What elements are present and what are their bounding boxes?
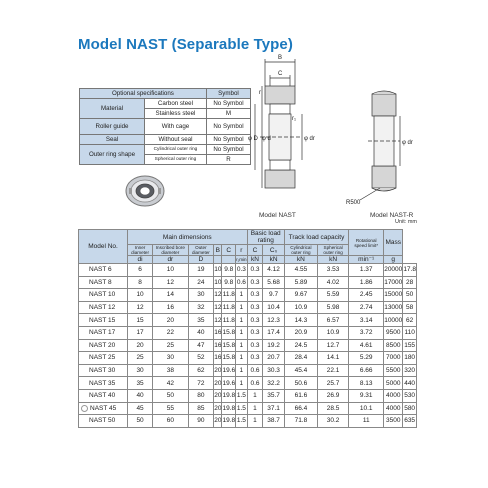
value-cell: 1 (236, 364, 247, 377)
value-cell: 8500 (384, 339, 403, 352)
table-row (79, 289, 417, 302)
value-cell: 2.74 (349, 301, 384, 314)
value-cell: 20 (214, 415, 222, 428)
value-cell: 20.9 (284, 326, 317, 339)
table-row (79, 301, 417, 314)
specs-spec: Spherical outer ring (145, 155, 207, 165)
label-ddr-r: φ dr (402, 140, 413, 146)
value-cell: 47 (188, 339, 214, 352)
label-dD: φ D (248, 136, 258, 142)
value-cell: 35.7 (263, 389, 284, 402)
value-cell: 15000 (384, 289, 403, 302)
model-cell: NAST 8 (79, 276, 128, 289)
value-cell: 22 (153, 326, 188, 339)
value-cell: 1 (247, 389, 263, 402)
col-B: B (215, 246, 220, 254)
value-cell: 8.13 (349, 377, 384, 390)
value-cell: 3500 (384, 415, 403, 428)
value-cell: 4.55 (284, 264, 317, 277)
value-cell: 10 (214, 264, 222, 277)
value-cell: 17 (128, 326, 153, 339)
value-cell: 0.3 (247, 339, 263, 352)
value-cell: 10.9 (284, 301, 317, 314)
value-cell: 30 (153, 352, 188, 365)
col-speed: Rotational speed limit* (349, 230, 384, 256)
value-cell: 50 (128, 415, 153, 428)
value-cell: 20 (128, 339, 153, 352)
col-model: Model No. (79, 230, 128, 264)
value-cell: 17.4 (263, 326, 284, 339)
value-cell: 0.6 (236, 276, 247, 289)
value-cell: 14.1 (318, 352, 349, 365)
value-cell: 50 (403, 289, 417, 302)
specs-symbol: No Symbol (206, 119, 250, 135)
model-cell: NAST 30 (79, 364, 128, 377)
specs-cat-roller: Roller guide (80, 119, 145, 135)
value-cell: 155 (403, 339, 417, 352)
col-main-dimensions: Main dimensions (128, 230, 248, 245)
value-cell: 0.6 (247, 377, 263, 390)
value-cell: 1 (236, 339, 247, 352)
value-cell: 5.59 (318, 289, 349, 302)
value-cell: 1.37 (349, 264, 384, 277)
value-cell: 1 (247, 415, 263, 428)
table-row (79, 364, 417, 377)
value-cell: 35 (128, 377, 153, 390)
value-cell: 20 (214, 402, 222, 415)
dimensions-table (78, 229, 417, 428)
value-cell: 38 (153, 364, 188, 377)
value-cell: 9.31 (349, 389, 384, 402)
table-row (79, 352, 417, 365)
circle-mark-icon (81, 405, 88, 412)
table-row (79, 415, 417, 428)
model-cell: NAST 25 (79, 352, 128, 365)
value-cell: 110 (403, 326, 417, 339)
value-cell: 0.3 (247, 289, 263, 302)
col-track-load: Track load capacity (284, 230, 348, 245)
model-cell: NAST 40 (79, 389, 128, 402)
value-cell: 180 (403, 352, 417, 365)
value-cell: 9.8 (222, 264, 236, 277)
value-cell: 4000 (384, 402, 403, 415)
col-C0: C₀ (263, 245, 284, 256)
specs-header-spec: Optional specifications (80, 89, 207, 99)
unit-dr: dr (153, 256, 188, 264)
value-cell: 16 (214, 339, 222, 352)
col-inner: Inner diameter (128, 245, 153, 256)
table-row (79, 264, 417, 277)
col-mass: Mass (384, 230, 403, 256)
value-cell: 5500 (384, 364, 403, 377)
col-C: C (222, 245, 236, 256)
value-cell: 72 (188, 377, 214, 390)
col-outer: Outer diameter (188, 245, 214, 256)
value-cell: 28 (403, 276, 417, 289)
value-cell: 11.8 (222, 301, 236, 314)
value-cell: 9.67 (284, 289, 317, 302)
value-cell: 55 (153, 402, 188, 415)
value-cell: 15.8 (222, 352, 236, 365)
value-cell: 20 (153, 314, 188, 327)
value-cell: 10000 (384, 314, 403, 327)
model-cell: NAST 12 (79, 301, 128, 314)
value-cell: 60 (153, 415, 188, 428)
value-cell: 40 (188, 326, 214, 339)
value-cell: 4.12 (263, 264, 284, 277)
label-B: B (278, 55, 283, 61)
value-cell: 42 (153, 377, 188, 390)
value-cell: 1.86 (349, 276, 384, 289)
value-cell: 30.3 (263, 364, 284, 377)
value-cell: 5000 (384, 377, 403, 390)
value-cell: 11.8 (222, 314, 236, 327)
value-cell: 80 (188, 389, 214, 402)
value-cell: 0.3 (247, 301, 263, 314)
dimensions-body (79, 264, 417, 428)
value-cell: 2.45 (349, 289, 384, 302)
value-cell: 1 (236, 289, 247, 302)
value-cell: 1.5 (236, 415, 247, 428)
specs-table (79, 88, 251, 165)
value-cell: 19.8 (222, 415, 236, 428)
value-cell: 30 (128, 364, 153, 377)
value-cell: 1 (236, 352, 247, 365)
value-cell: 32 (188, 301, 214, 314)
specs-symbol: R (206, 155, 250, 165)
value-cell: 58 (403, 301, 417, 314)
value-cell: 30 (188, 289, 214, 302)
specs-spec: With cage (145, 119, 207, 135)
value-cell: 580 (403, 402, 417, 415)
value-cell: 25.7 (318, 377, 349, 390)
unit-label: Unit: mm (395, 219, 417, 225)
value-cell: 0.6 (247, 364, 263, 377)
value-cell: 12 (153, 276, 188, 289)
unit-B (214, 256, 222, 264)
value-cell: 5.29 (349, 352, 384, 365)
value-cell: 45.4 (284, 364, 317, 377)
value-cell: 0.3 (247, 314, 263, 327)
value-cell: 62 (188, 364, 214, 377)
value-cell: 24 (188, 276, 214, 289)
value-cell: 20 (214, 377, 222, 390)
label-dd: φ d (262, 136, 271, 142)
caption-nast: Model NAST (259, 212, 296, 219)
model-cell (79, 402, 128, 415)
value-cell: 62 (403, 314, 417, 327)
value-cell: 1 (236, 377, 247, 390)
value-cell: 1.5 (236, 389, 247, 402)
specs-symbol: M (206, 109, 250, 119)
specs-spec: Carbon steel (145, 99, 207, 109)
value-cell: 71.8 (284, 415, 317, 428)
specs-header-symbol: Symbol (206, 89, 250, 99)
col-Cd: C (247, 245, 263, 256)
unit-D: D (188, 256, 214, 264)
label-r1: r₁ (292, 116, 297, 122)
value-cell: 35 (188, 314, 214, 327)
value-cell: 50 (153, 389, 188, 402)
unit-g: g (384, 256, 403, 264)
model-label: NAST 45 (90, 404, 117, 412)
value-cell: 25 (153, 339, 188, 352)
model-cell: NAST 17 (79, 326, 128, 339)
col-basic-load: Basic load rating (247, 230, 284, 245)
value-cell: 12 (214, 314, 222, 327)
value-cell: 37.1 (263, 402, 284, 415)
table-row (79, 276, 417, 289)
value-cell: 320 (403, 364, 417, 377)
value-cell: 26.9 (318, 389, 349, 402)
value-cell: 5.68 (263, 276, 284, 289)
value-cell: 7000 (384, 352, 403, 365)
specs-cat-seal: Seal (80, 135, 145, 145)
unit-rmin: r₁min (236, 257, 247, 262)
value-cell: 15.8 (222, 326, 236, 339)
value-cell: 4.61 (349, 339, 384, 352)
value-cell: 30.2 (318, 415, 349, 428)
value-cell: 10.1 (349, 402, 384, 415)
unit-kN: kN (247, 256, 263, 264)
value-cell: 17.8 (403, 264, 417, 277)
model-cell: NAST 20 (79, 339, 128, 352)
value-cell: 19.6 (222, 377, 236, 390)
value-cell: 12 (214, 289, 222, 302)
value-cell: 12.7 (318, 339, 349, 352)
value-cell: 14.3 (284, 314, 317, 327)
value-cell: 440 (403, 377, 417, 390)
value-cell: 28.4 (284, 352, 317, 365)
model-cell: NAST 15 (79, 314, 128, 327)
unit-d: di (128, 256, 153, 264)
col-inscribed: Inscribed bore diameter (153, 245, 188, 256)
value-cell: 11 (349, 415, 384, 428)
value-cell: 16 (214, 326, 222, 339)
value-cell: 5.98 (318, 301, 349, 314)
value-cell: 90 (188, 415, 214, 428)
value-cell: 1 (247, 402, 263, 415)
bearing-photo-icon (123, 172, 167, 210)
value-cell: 28.5 (318, 402, 349, 415)
value-cell: 52 (188, 352, 214, 365)
value-cell: 8 (128, 276, 153, 289)
value-cell: 530 (403, 389, 417, 402)
value-cell: 13000 (384, 301, 403, 314)
value-cell: 0.3 (247, 326, 263, 339)
value-cell: 50.6 (284, 377, 317, 390)
value-cell: 19.8 (222, 389, 236, 402)
value-cell: 32.2 (263, 377, 284, 390)
value-cell: 9500 (384, 326, 403, 339)
specs-symbol: No Symbol (206, 99, 250, 109)
value-cell: 6.66 (349, 364, 384, 377)
value-cell: 5.89 (284, 276, 317, 289)
value-cell: 3.53 (318, 264, 349, 277)
model-cell: NAST 10 (79, 289, 128, 302)
value-cell: 19.6 (222, 364, 236, 377)
value-cell: 20 (214, 389, 222, 402)
value-cell: 10.9 (318, 326, 349, 339)
value-cell: 14 (153, 289, 188, 302)
value-cell: 9.7 (263, 289, 284, 302)
label-C: C (278, 71, 283, 77)
table-row (79, 314, 417, 327)
value-cell: 16 (214, 352, 222, 365)
value-cell: 3.14 (349, 314, 384, 327)
value-cell: 24.5 (284, 339, 317, 352)
value-cell: 1 (236, 301, 247, 314)
label-r: r (259, 90, 261, 96)
value-cell: 19.2 (263, 339, 284, 352)
table-row (79, 339, 417, 352)
value-cell: 22.1 (318, 364, 349, 377)
specs-cat-material: Material (80, 99, 145, 119)
value-cell: 1 (236, 314, 247, 327)
value-cell: 1 (236, 326, 247, 339)
value-cell: 66.4 (284, 402, 317, 415)
value-cell: 6 (128, 264, 153, 277)
specs-symbol: No Symbol (206, 135, 250, 145)
value-cell: 10.4 (263, 301, 284, 314)
value-cell: 16 (153, 301, 188, 314)
unit-min: min⁻¹ (349, 256, 384, 264)
value-cell: 0.3 (247, 276, 263, 289)
value-cell: 38.7 (263, 415, 284, 428)
table-row (79, 326, 417, 339)
value-cell: 19 (188, 264, 214, 277)
col-sph: Spherical outer ring (318, 245, 349, 256)
value-cell: 3.72 (349, 326, 384, 339)
unit-kN: kN (318, 256, 349, 264)
unit-kN: kN (263, 256, 284, 264)
value-cell: 15 (128, 314, 153, 327)
value-cell: 20 (214, 364, 222, 377)
label-ddr: φ dr (304, 136, 315, 142)
value-cell: 9.8 (222, 276, 236, 289)
specs-cat-outer: Outer ring shape (80, 145, 145, 165)
page-title: Model NAST (Separable Type) (78, 36, 293, 53)
value-cell: 61.6 (284, 389, 317, 402)
unit-kN: kN (284, 256, 317, 264)
value-cell: 0.3 (247, 352, 263, 365)
value-cell: 19.8 (222, 402, 236, 415)
table-row (79, 377, 417, 390)
bearing-drawing (250, 50, 440, 230)
model-cell: NAST 6 (79, 264, 128, 277)
value-cell: 20.7 (263, 352, 284, 365)
table-row (79, 402, 417, 415)
value-cell: 17000 (384, 276, 403, 289)
col-r: r (236, 245, 247, 256)
value-cell: 40 (128, 389, 153, 402)
value-cell: 12.3 (263, 314, 284, 327)
value-cell: 12 (128, 301, 153, 314)
value-cell: 12 (214, 301, 222, 314)
value-cell: 10 (214, 276, 222, 289)
value-cell: 85 (188, 402, 214, 415)
label-R500: R500 (346, 200, 361, 206)
model-cell: NAST 35 (79, 377, 128, 390)
value-cell: 10 (128, 289, 153, 302)
value-cell: 45 (128, 402, 153, 415)
caption-nast-r: Model NAST-R (370, 212, 414, 219)
value-cell: 20000 (384, 264, 403, 277)
value-cell: 10 (153, 264, 188, 277)
value-cell: 1.5 (236, 402, 247, 415)
value-cell: 4.02 (318, 276, 349, 289)
model-cell: NAST 50 (79, 415, 128, 428)
unit-C (222, 256, 236, 264)
value-cell: 0.3 (247, 264, 263, 277)
specs-symbol: No Symbol (206, 145, 250, 155)
col-cyl: Cylindrical outer ring (284, 245, 317, 256)
value-cell: 6.57 (318, 314, 349, 327)
specs-spec: Cylindrical outer ring (145, 145, 207, 155)
value-cell: 25 (128, 352, 153, 365)
value-cell: 635 (403, 415, 417, 428)
value-cell: 0.3 (236, 264, 247, 277)
value-cell: 11.8 (222, 289, 236, 302)
specs-spec: Stainless steel (145, 109, 207, 119)
value-cell: 4000 (384, 389, 403, 402)
specs-spec: Without seal (145, 135, 207, 145)
value-cell: 15.8 (222, 339, 236, 352)
table-row (79, 389, 417, 402)
